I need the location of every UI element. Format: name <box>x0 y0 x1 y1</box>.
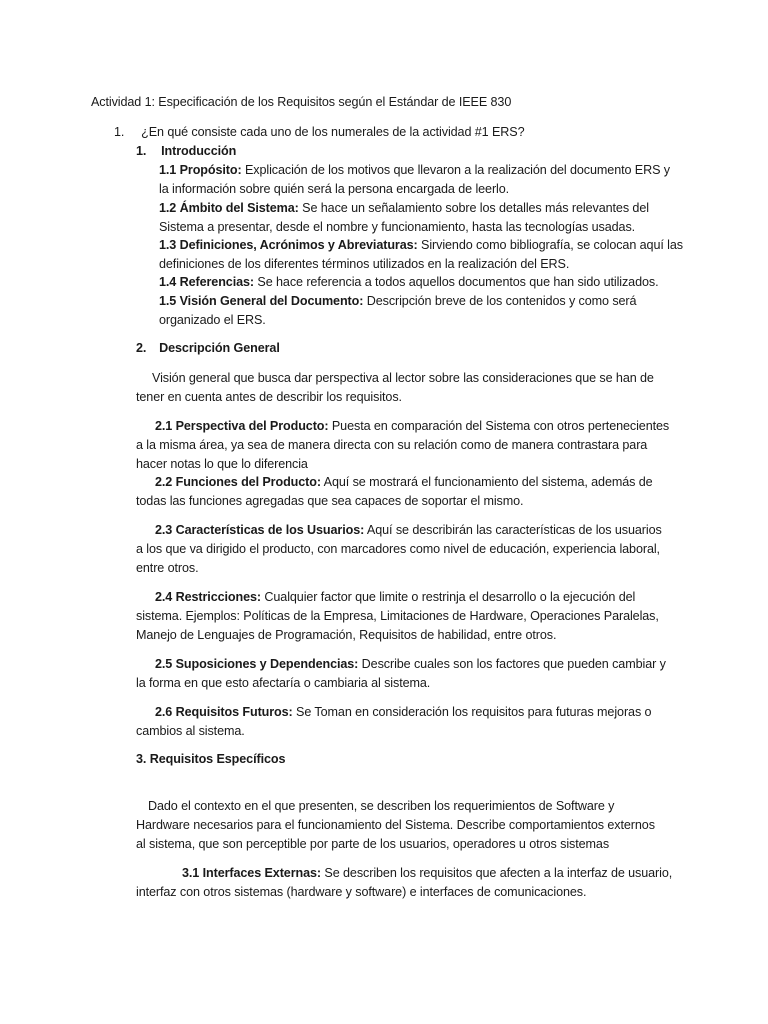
question-number: 1. <box>114 125 125 139</box>
item-label: 2.6 Requisitos Futuros: <box>155 705 293 719</box>
section1-number: 1. <box>136 144 147 158</box>
question-text: ¿En qué consiste cada uno de los numerales de la actividad #1 ERS? <box>141 125 525 139</box>
item-label: 1.1 Propósito: <box>159 163 242 177</box>
section2-heading <box>136 339 436 358</box>
item-label: 1.2 Ámbito del Sistema: <box>159 201 299 215</box>
item-text: Se Toman en consideración los requisitos para futuras mejoras o cambios al sistema. <box>136 705 652 738</box>
item-2-5 <box>136 655 666 693</box>
document-title: Actividad 1: Especificación de los Requisitos según el Estándar de IEEE 830 <box>91 95 512 109</box>
item-label: 2.4 Restricciones: <box>155 590 261 604</box>
section1-title: Introducción <box>161 144 237 158</box>
item-2-6 <box>136 703 664 741</box>
item-label: 3.1 Interfaces Externas: <box>182 866 322 880</box>
item-3-1 <box>136 864 676 902</box>
item-1-5 <box>159 292 649 330</box>
item-2-2 <box>136 473 664 511</box>
item-text: Explicación de los motivos que llevaron a la realización del documento ERS y la información sobre quién será la persona encargada de leerlo. <box>159 163 670 196</box>
item-label: 2.2 Funciones del Producto: <box>155 475 321 489</box>
item-label: 2.1 Perspectiva del Producto: <box>155 419 329 433</box>
item-text: Descripción breve de los contenidos y como será organizado el ERS. <box>159 294 637 327</box>
question-line <box>114 123 674 142</box>
item-text: Se hace referencia a todos aquellos documentos que han sido utilizados. <box>254 275 659 289</box>
item-text: Se hace un señalamiento sobre los detalles más relevantes del Sistema a presentar, desde el nombre y funcionamiento, hasta las tecnologías usadas. <box>159 201 649 234</box>
section2-intro: Visión general que busca dar perspectiva al lector sobre las consideraciones que se han de tener en cuenta antes de describir los requisitos. <box>136 371 654 404</box>
item-1-1 <box>159 161 679 199</box>
item-text: Se describen los requisitos que afecten a la interfaz de usuario, interfaz con otros sistemas (hardware y software) e interfaces de comunicaciones. <box>136 866 673 899</box>
section3-heading: 3. Requisitos Específicos <box>136 752 286 766</box>
item-label: 2.3 Características de los Usuarios: <box>155 523 365 537</box>
item-text: Describe cuales son los factores que pueden cambiar y la forma en que esto afectaría o cambiaria al sistema. <box>136 657 666 690</box>
item-2-3 <box>136 521 664 577</box>
item-text: Puesta en comparación del Sistema con otros pertenecientes a la misma área, ya sea de manera directa con su relación como de manera contrastara para hacer notas lo que lo diferencia <box>136 419 670 471</box>
item-2-1 <box>136 417 676 473</box>
item-label: 1.4 Referencias: <box>159 275 255 289</box>
section3-intro: Dado el contexto en el que presenten, se describen los requerimientos de Software y Hardware necesarios para el funcionamiento del Sistema. Describe comportamientos externos al sistema, que son perceptible por parte de los usuarios, operadores u otros sistemas <box>136 799 655 851</box>
item-text: Aquí se describirán las características de los usuarios a los que va dirigido el producto, con marcadores como nivel de educación, experiencia laboral, entre otros. <box>136 523 662 575</box>
item-1-3 <box>159 236 684 274</box>
item-label: 2.5 Suposiciones y Dependencias: <box>155 657 359 671</box>
item-text: Cualquier factor que limite o restrinja el desarrollo o la ejecución del sistema. Ejemplos: Políticas de la Empresa, Limitaciones de Hardware, Operaciones Paralelas, Manejo de Lenguajes de Programación, Requisitos de habilidad, entre otros. <box>136 590 659 642</box>
item-text: Aquí se mostrará el funcionamiento del sistema, además de todas las funciones agregadas que sea capaces de soportar el mismo. <box>136 475 653 508</box>
item-text: Sirviendo como bibliografía, se colocan aquí las definiciones de los diferentes términos utilizados en la realización del ERS. <box>159 238 683 271</box>
section2-title: Descripción General <box>159 341 280 355</box>
item-label: 1.3 Definiciones, Acrónimos y Abreviaturas: <box>159 238 418 252</box>
item-label: 1.5 Visión General del Documento: <box>159 294 364 308</box>
section2-number: 2. <box>136 341 147 355</box>
item-1-4 <box>159 273 679 292</box>
item-2-4 <box>136 588 670 644</box>
item-1-2 <box>159 199 661 237</box>
section1-heading <box>136 142 436 161</box>
